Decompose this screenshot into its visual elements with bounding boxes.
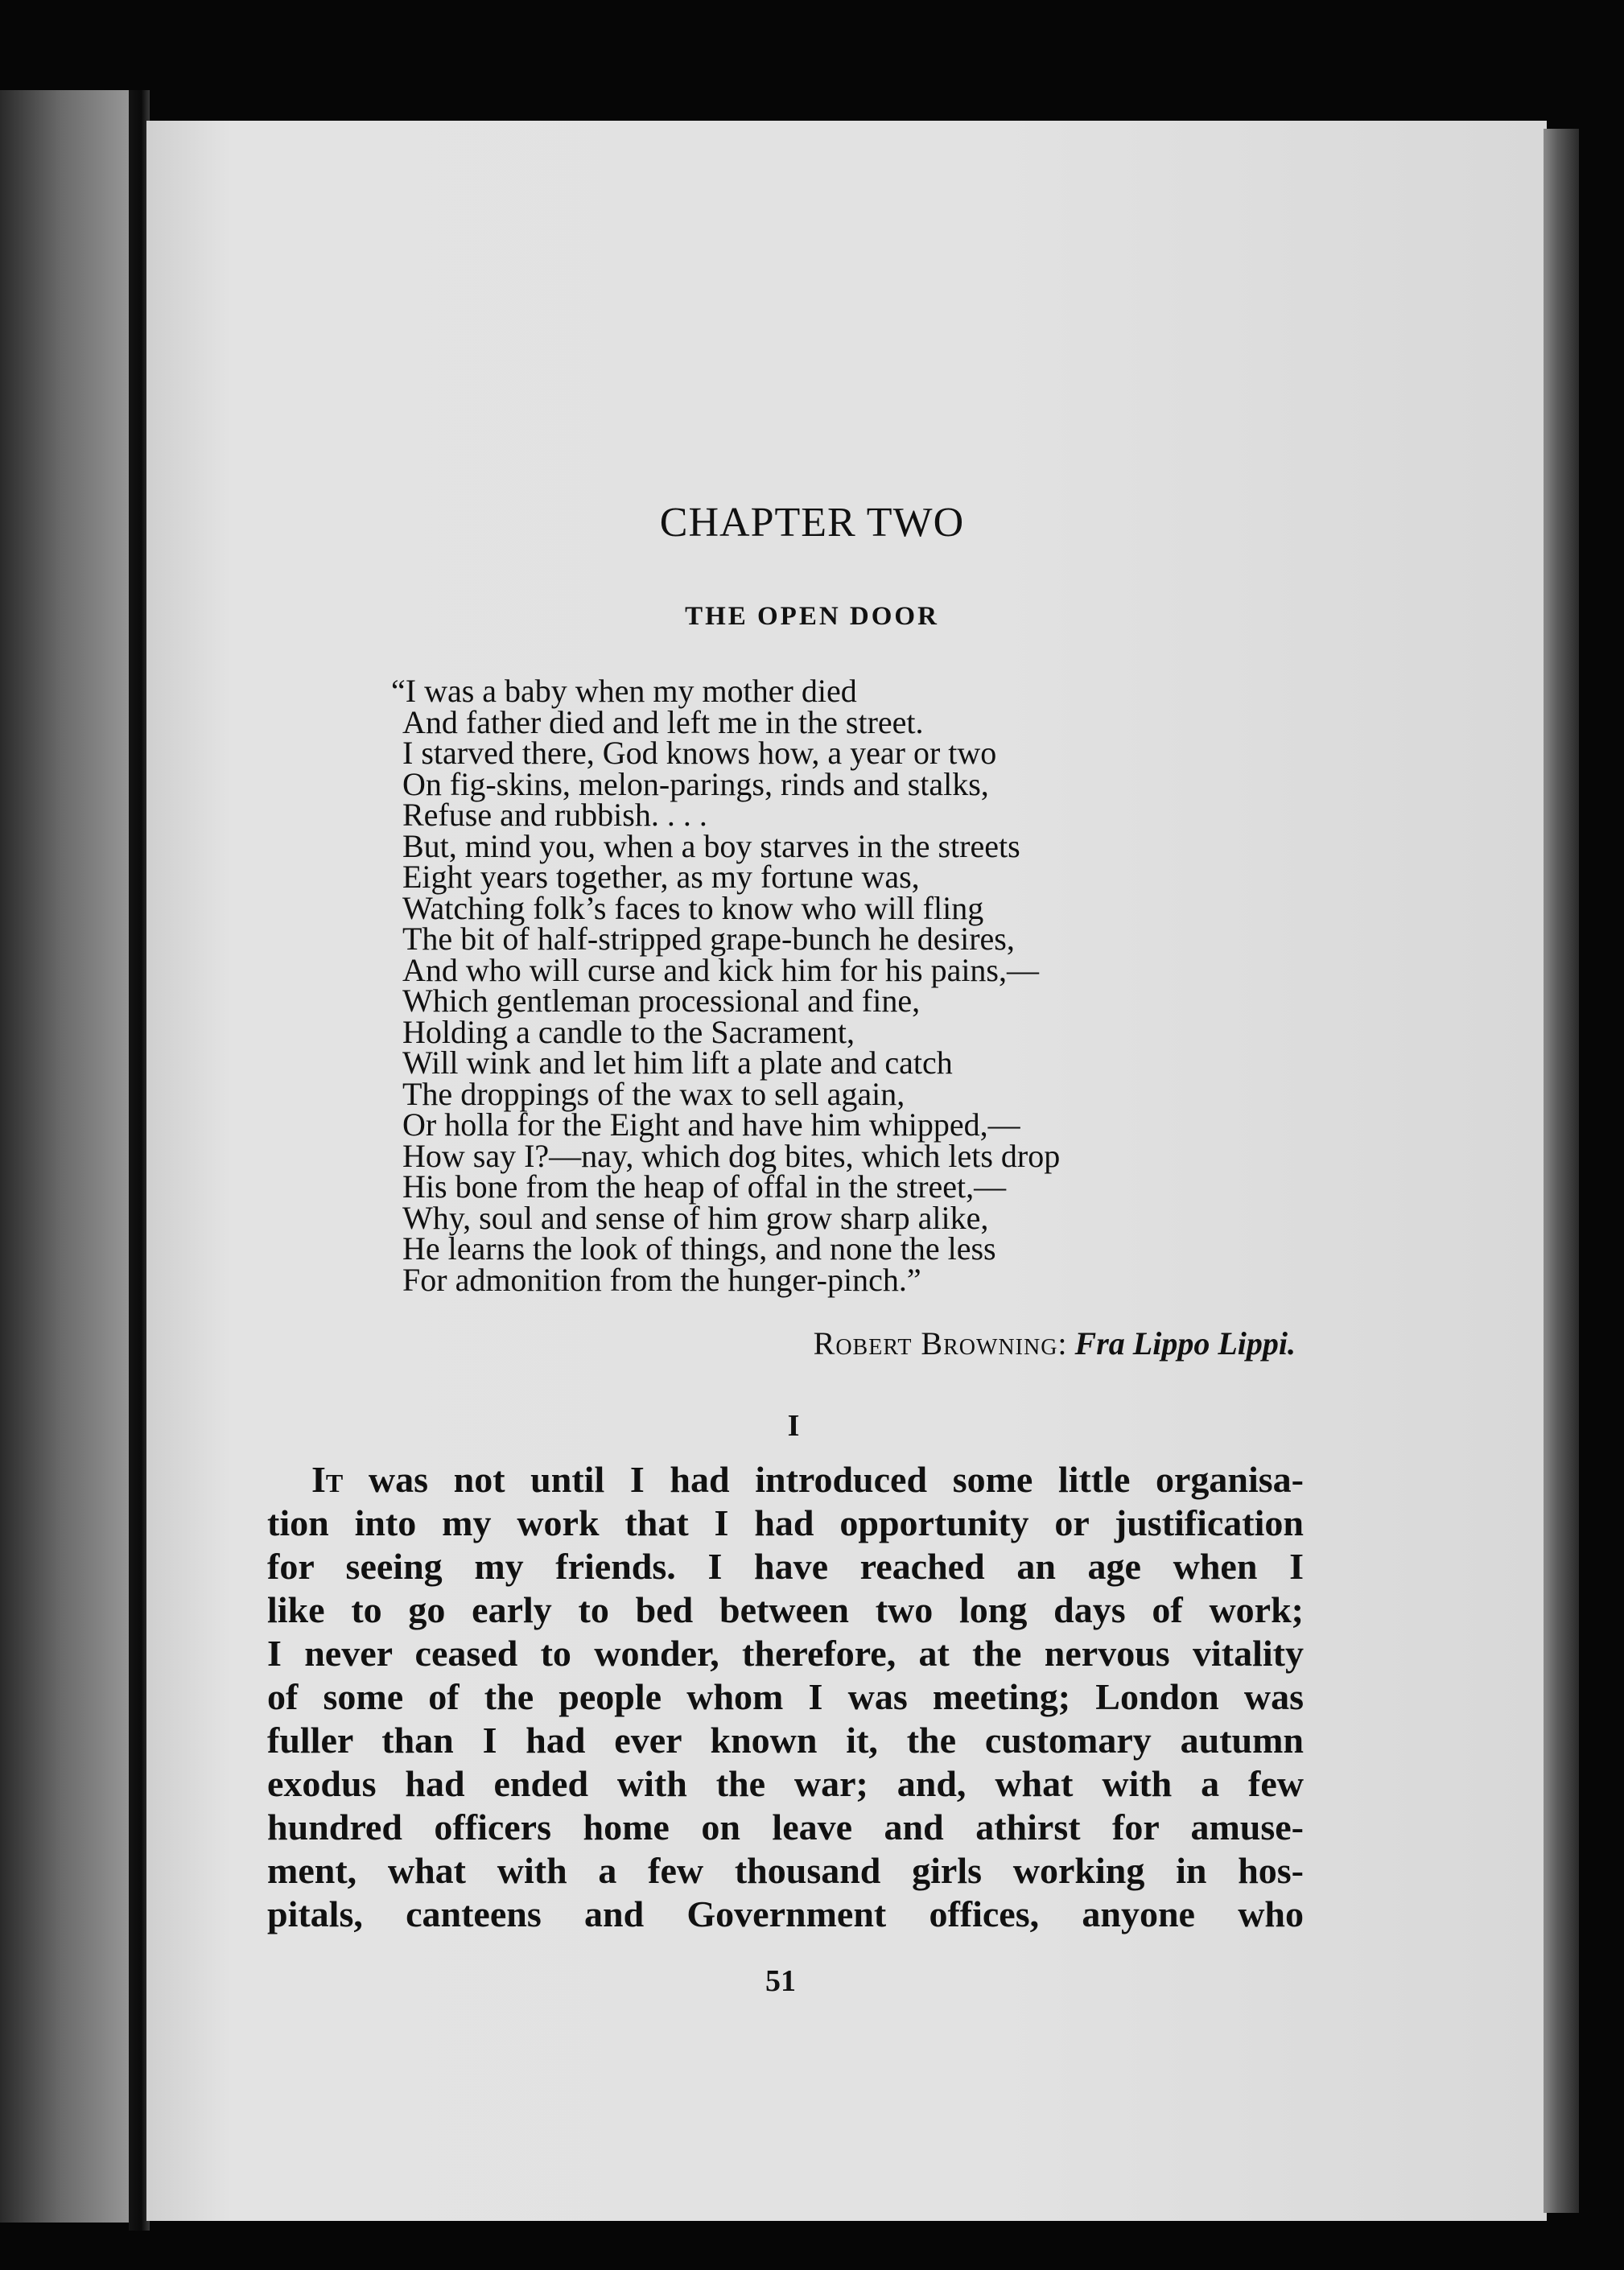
opening-word: It xyxy=(311,1459,344,1500)
poem-line: But, mind you, when a boy starves in the streets xyxy=(402,827,1020,864)
attribution-separator: : xyxy=(1057,1325,1075,1362)
poem-line: His bone from the heap of offal in the street,— xyxy=(402,1168,1007,1205)
poem-line: And who will curse and kick him for his pains,— xyxy=(402,951,1039,988)
epigraph-poem xyxy=(391,673,1239,1298)
facing-page-edge xyxy=(0,90,135,2223)
chapter-subtitle: THE OPEN DOOR xyxy=(685,602,939,631)
poem-line: Or holla for the Eight and have him whipped,— xyxy=(402,1106,1020,1143)
paragraph-line: hundred officers home on leave and athirst for amuse- xyxy=(267,1807,1304,1848)
attribution-work: Fra Lippo Lippi. xyxy=(1074,1325,1296,1362)
paragraph-line: fuller than I had ever known it, the customary autumn xyxy=(267,1720,1304,1761)
poem-line: He learns the look of things, and none the less xyxy=(402,1230,996,1267)
poem-line: The droppings of the wax to sell again, xyxy=(402,1075,905,1112)
attribution-author: Robert Browning xyxy=(813,1325,1058,1362)
section-number: I xyxy=(787,1409,800,1443)
poem-line: How say I?—nay, which dog bites, which lets drop xyxy=(402,1137,1061,1174)
poem-line: Watching folk’s faces to know who will fling xyxy=(402,889,984,926)
poem-line: “I was a baby when my mother died xyxy=(391,673,857,709)
paragraph-line: exodus had ended with the war; and, what with a few xyxy=(267,1763,1304,1804)
epigraph-attribution xyxy=(700,1325,1296,1362)
page-number: 51 xyxy=(765,1964,796,1998)
paragraph-line: for seeing my friends. I have reached an age when I xyxy=(267,1546,1304,1587)
poem-line: Why, soul and sense of him grow sharp alike, xyxy=(402,1199,989,1236)
paragraph-line: I never ceased to wonder, therefore, at the nervous vitality xyxy=(267,1633,1304,1674)
poem-line: Will wink and let him lift a plate and catch xyxy=(402,1044,953,1081)
paragraph-line: pitals, canteens and Government offices, anyone who xyxy=(267,1893,1304,1934)
paragraph-line-text: was not until I had introduced some little organisa- xyxy=(368,1459,1304,1500)
paragraph-line: tion into my work that I had opportunity or justification xyxy=(267,1502,1304,1543)
poem-line: For admonition from the hunger-pinch.” xyxy=(402,1261,921,1298)
poem-line: The bit of half-stripped grape-bunch he desires, xyxy=(402,921,1015,957)
paragraph-first-line xyxy=(267,1458,1304,1502)
body-paragraph xyxy=(267,1458,1304,1936)
poem-line: I starved there, God knows how, a year or two xyxy=(402,735,997,771)
poem-line: Eight years together, as my fortune was, xyxy=(402,859,920,895)
paragraph-line: ment, what with a few thousand girls working in hos- xyxy=(267,1850,1304,1891)
paragraph-line: like to go early to bed between two long days of work; xyxy=(267,1589,1304,1630)
poem-line: Which gentleman processional and fine, xyxy=(402,983,921,1019)
page-edge-right xyxy=(1544,129,1579,2213)
chapter-title: CHAPTER TWO xyxy=(659,500,965,546)
paragraph-line: of some of the people whom I was meeting; London was xyxy=(267,1676,1304,1717)
poem-line: On fig-skins, melon-parings, rinds and stalks, xyxy=(402,765,989,802)
poem-line: Holding a candle to the Sacrament, xyxy=(402,1013,855,1050)
poem-line: Refuse and rubbish. . . . xyxy=(402,797,707,833)
poem-line: And father died and left me in the street. xyxy=(402,703,924,740)
